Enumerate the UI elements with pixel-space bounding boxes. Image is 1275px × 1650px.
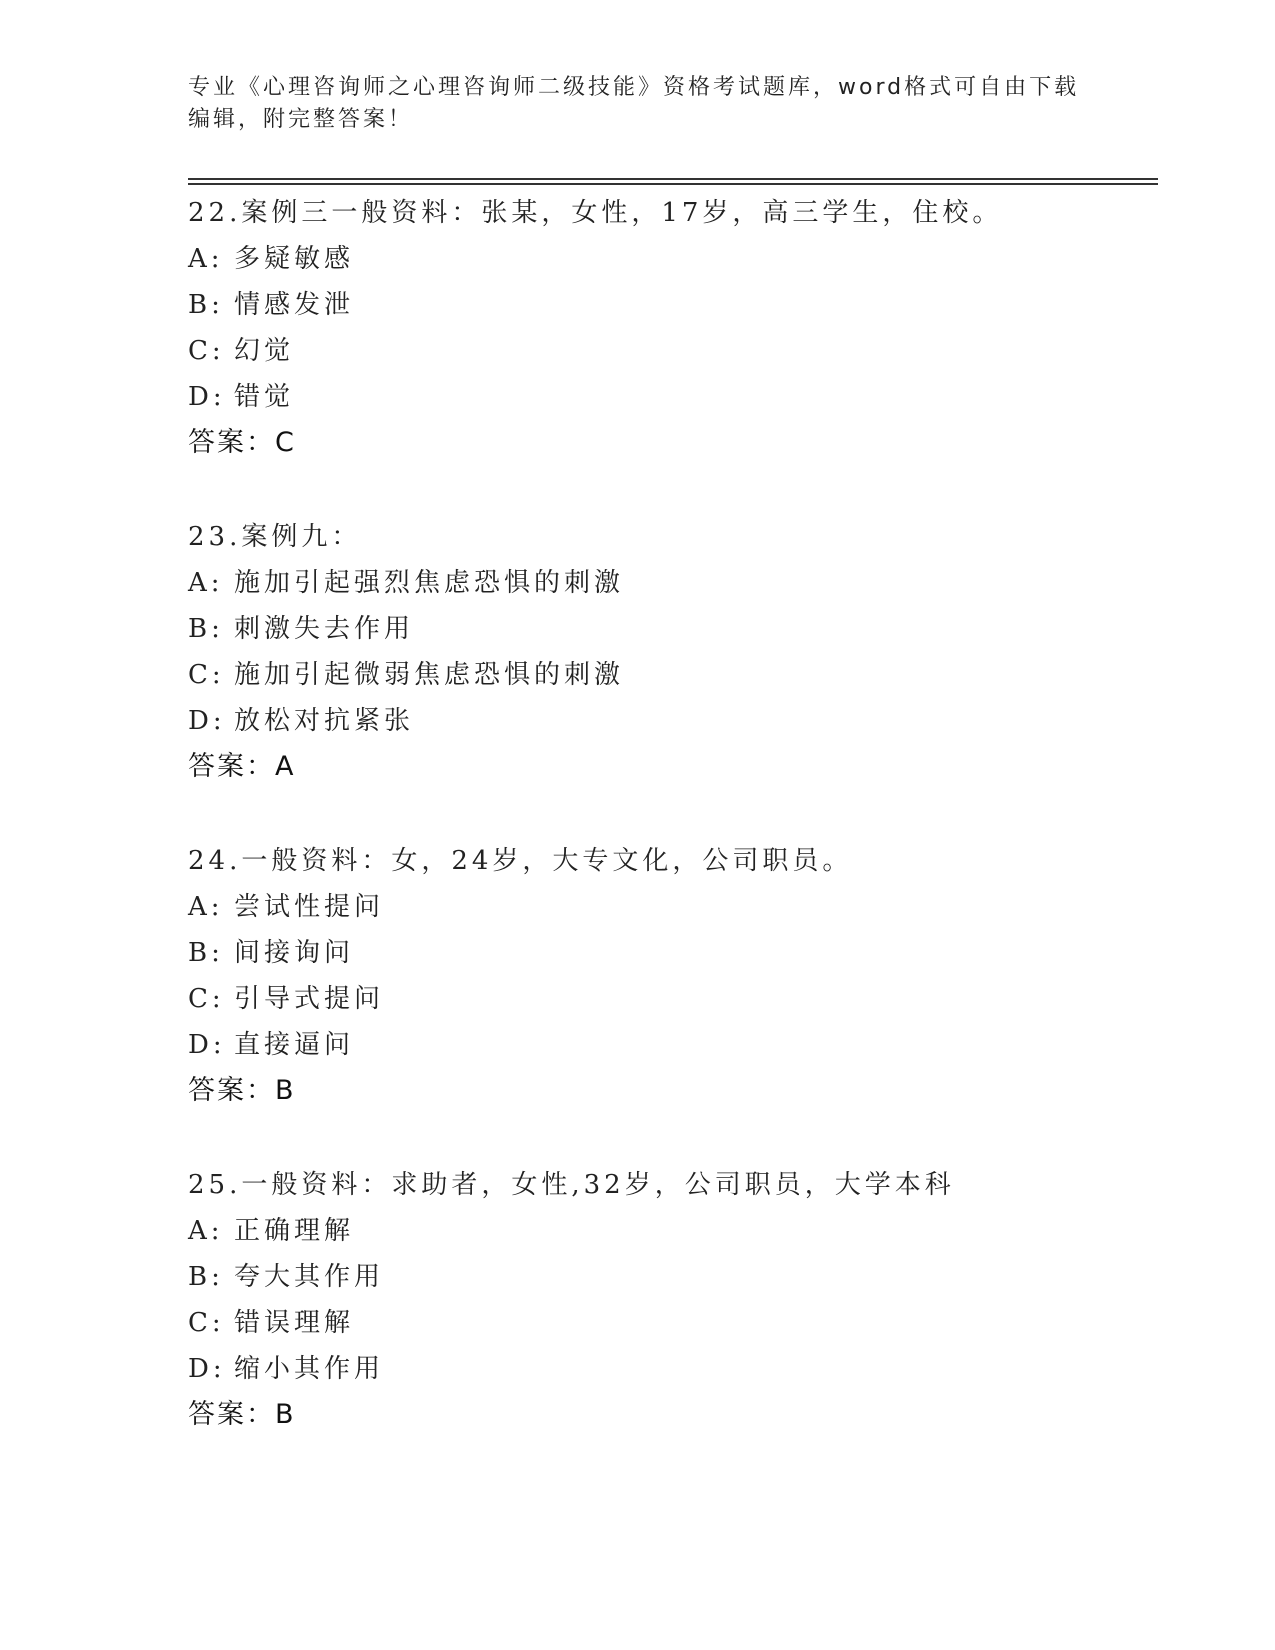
option-key: A: — [188, 568, 224, 598]
option-text: 正确理解 — [234, 1216, 355, 1246]
option-key: A: — [188, 892, 224, 922]
header-divider-top — [188, 178, 1158, 180]
option-d — [188, 698, 1158, 744]
option-b — [188, 1254, 1158, 1300]
option-c — [188, 328, 1158, 374]
option-d — [188, 1346, 1158, 1392]
option-c — [188, 652, 1158, 698]
answer-text: 答案：B — [188, 1399, 296, 1430]
option-key: B: — [188, 290, 224, 320]
document-header — [188, 72, 1088, 136]
option-text: 情感发泄 — [234, 290, 355, 320]
option-key: C: — [188, 984, 225, 1014]
option-key: D: — [188, 1354, 226, 1384]
option-key: D: — [188, 706, 226, 736]
question-stem: 22.案例三一般资料：张某，女性，17岁，高三学生，住校。 — [188, 198, 1003, 228]
option-a — [188, 236, 1158, 282]
option-key: D: — [188, 1030, 226, 1060]
option-text: 幻觉 — [234, 336, 295, 366]
option-text: 施加引起微弱焦虑恐惧的刺激 — [234, 660, 625, 690]
option-a — [188, 560, 1158, 606]
answer-text: 答案：C — [188, 427, 296, 458]
option-text: 引导式提问 — [234, 984, 385, 1014]
option-key: D: — [188, 382, 226, 412]
option-key: C: — [188, 1308, 225, 1338]
option-text: 刺激失去作用 — [234, 614, 415, 644]
option-key: B: — [188, 614, 224, 644]
option-key: A: — [188, 244, 224, 274]
option-a — [188, 884, 1158, 930]
question-25 — [188, 1162, 1158, 1438]
option-text: 间接询问 — [234, 938, 355, 968]
option-d — [188, 374, 1158, 420]
option-b — [188, 930, 1158, 976]
option-b — [188, 606, 1158, 652]
option-text: 施加引起强烈焦虑恐惧的刺激 — [234, 568, 625, 598]
option-a — [188, 1208, 1158, 1254]
option-d — [188, 1022, 1158, 1068]
option-b — [188, 282, 1158, 328]
header-line-1: 专业《心理咨询师之心理咨询师二级技能》资格考试题库，word格式可自由下载 — [188, 75, 1080, 100]
option-text: 夸大其作用 — [234, 1262, 385, 1292]
question-stem: 25.一般资料：求助者，女性,32岁，公司职员，大学本科 — [188, 1170, 955, 1200]
question-stem: 24.一般资料：女，24岁，大专文化，公司职员。 — [188, 846, 853, 876]
question-23 — [188, 514, 1158, 790]
answer-text: 答案：A — [188, 751, 296, 782]
option-text: 尝试性提问 — [234, 892, 385, 922]
question-24 — [188, 838, 1158, 1114]
option-key: A: — [188, 1216, 224, 1246]
option-text: 直接逼问 — [234, 1030, 355, 1060]
option-c — [188, 1300, 1158, 1346]
header-line-2: 编辑，附完整答案！ — [188, 107, 414, 132]
option-key: B: — [188, 1262, 224, 1292]
option-text: 错觉 — [234, 382, 295, 412]
option-text: 错误理解 — [234, 1308, 355, 1338]
option-text: 放松对抗紧张 — [234, 706, 415, 736]
question-stem: 23.案例九： — [188, 522, 362, 552]
question-22 — [188, 190, 1158, 466]
answer-text: 答案：B — [188, 1075, 296, 1106]
question-list — [188, 190, 1158, 1486]
option-text: 多疑敏感 — [234, 244, 355, 274]
option-key: C: — [188, 336, 225, 366]
header-divider-bottom — [188, 183, 1158, 185]
option-key: B: — [188, 938, 224, 968]
option-text: 缩小其作用 — [234, 1354, 385, 1384]
option-c — [188, 976, 1158, 1022]
option-key: C: — [188, 660, 225, 690]
